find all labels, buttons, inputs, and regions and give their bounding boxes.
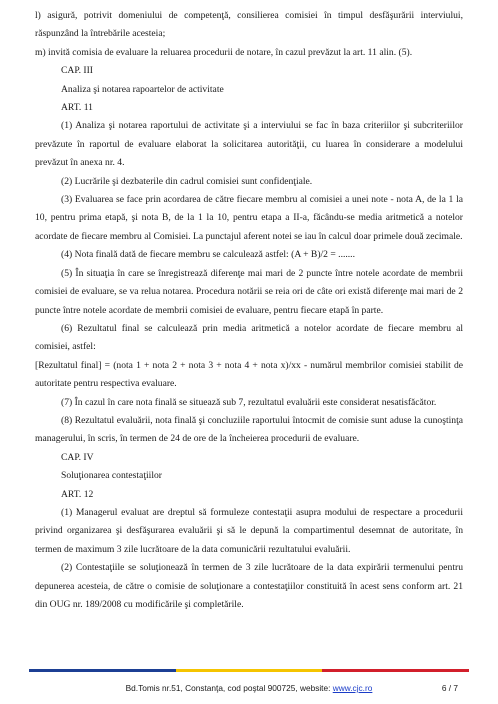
paragraph: (2) Contestaţiile se soluţionează în termen de 3 zile lucrătoare de la data expirării termenului pentru depunerea acesteia, de către o comisie de soluţionare a contestaţiilor constituită în acest sens conform art. 21 din OUG nr. 189/2008 cu modificările şi completările. (35, 562, 463, 610)
document-body (35, 7, 463, 614)
flag-blue-stripe (29, 669, 176, 672)
article-heading: ART. 12 (61, 488, 94, 500)
chapter-subtitle: Analiza şi notarea rapoartelor de activitate (61, 83, 224, 95)
footer-address-text: Bd.Tomis nr.51, Constanţa, cod poştal 900725, website: (125, 683, 333, 693)
paragraph: (5) În situaţia în care se înregistrează diferenţe mai mari de 2 puncte între notele acordate de membrii comisiei de evaluare, se va relua notarea. Procedura notării se reia ori de câte ori există diferenţe mai mari de 2 puncte între notele acordate de membrii comisiei de evaluare, pentru fiecare etapă în parte. (35, 267, 463, 316)
chapter-subtitle: Soluţionarea contestaţiilor (61, 470, 162, 482)
paragraph: (1) Managerul evaluat are dreptul să formuleze contestaţii asupra modului de respectare a procedurii privind organizarea şi desfăşurarea evaluării şi să le depună la compartimentul desemnat de autoritate, în termen de maximum 3 zile lucrătoare de la data comunicării rezultatului evaluării. (35, 506, 463, 555)
tricolor-footer-line (29, 669, 469, 672)
paragraph: (4) Nota finală dată de fiecare membru se calculează astfel: (A + B)/2 = ....... (61, 249, 355, 261)
flag-yellow-stripe (176, 669, 323, 672)
paragraph-l: l) asigură, potrivit domeniului de competenţă, consilierea comisiei în timpul desfăşurării interviului, răspunzând la întrebările acesteia; (35, 10, 463, 40)
chapter-heading: CAP. III (61, 65, 93, 77)
footer-address (0, 683, 498, 693)
paragraph: (6) Rezultatul final se calculează prin media aritmetică a notelor acordate de fiecare membru al comisiei, astfel: (35, 322, 463, 353)
paragraph: (7) În cazul în care nota finală se situează sub 7, rezultatul evaluării este considerat nesatisfăcător. (61, 396, 437, 408)
website-link[interactable]: www.cjc.ro (332, 683, 373, 693)
paragraph: (2) Lucrările şi dezbaterile din cadrul comisiei sunt confidenţiale. (61, 175, 313, 187)
paragraph: (3) Evaluarea se face prin acordarea de către fiecare membru al comisiei a unei note - nota A, de la 1 la 10, pentru prima etapă, şi nota B, de la 1 la 10, pentru etapa a II-a, făcându-se media aritmetică a notelor acordate de fiecare membru al Comisiei. La punctajul aferent notei se iau în calcul doar primele două zecimale. (35, 194, 463, 242)
flag-red-stripe (322, 669, 469, 672)
paragraph: (8) Rezultatul evaluării, nota finală şi concluziile raportului întocmit de comisie sunt aduse la cunoştinţa managerului, în scris, în termen de 24 de ore de la încheierea procedurii de evaluare. (35, 414, 463, 445)
paragraph: (1) Analiza şi notarea raportului de activitate şi a interviului se fac în baza criteriilor şi subcriteriilor prevăzute în raportul de evaluare elaborat la solicitarea autorităţii, cu luarea în considerare a modelului prevăzut în anexa nr. 4. (35, 120, 463, 169)
article-heading: ART. 11 (61, 102, 93, 114)
formula: [Rezultatul final] = (nota 1 + nota 2 + nota 3 + nota 4 + nota x)/xx - numărul membrilor comisiei stabilit de autoritate pentru respectiva evaluare. (35, 359, 463, 390)
page-number: 6 / 7 (441, 683, 458, 693)
paragraph-m: m) invită comisia de evaluare la reluarea procedurii de notare, în cazul prevăzut la art. 11 alin. (5). (35, 46, 413, 58)
chapter-heading: CAP. IV (61, 451, 94, 463)
